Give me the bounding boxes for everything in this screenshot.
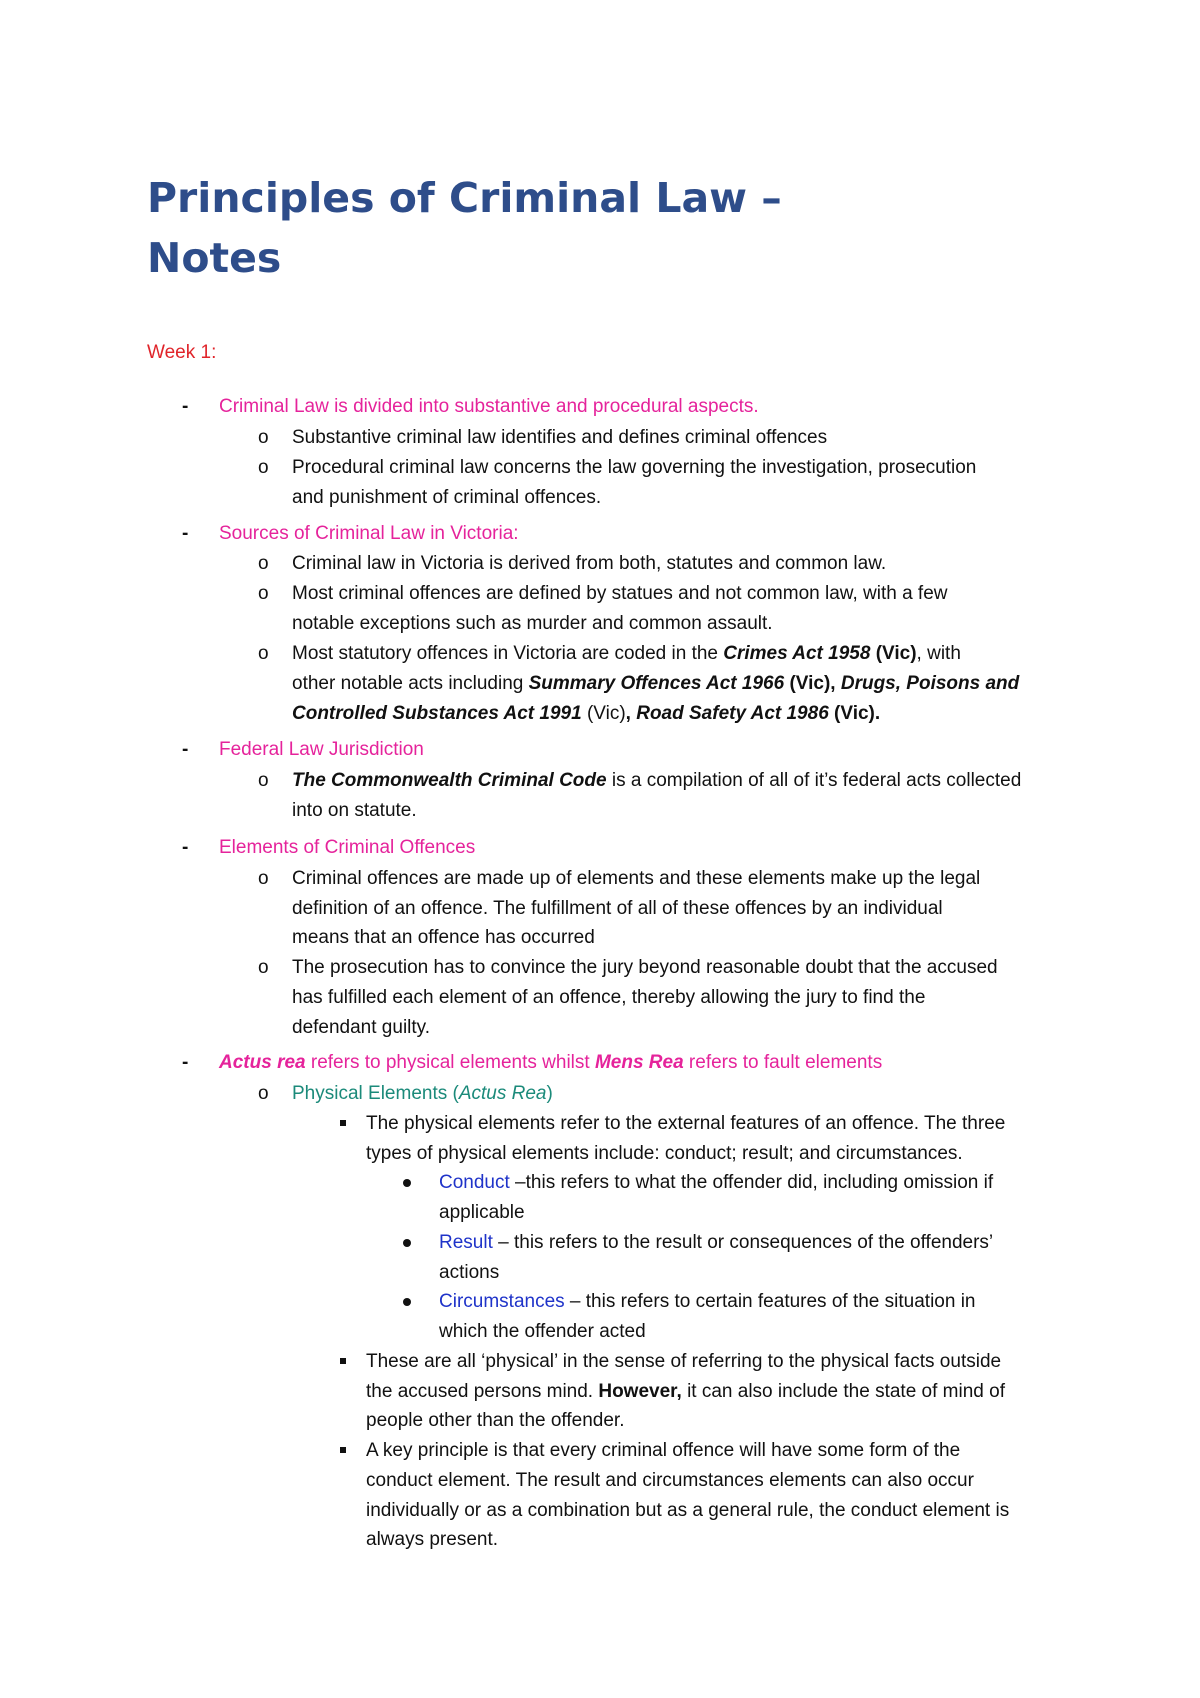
list-item: These are all ‘physical’ in the sense of referring to the physical facts outside (366, 1351, 1002, 1372)
jurisdiction: (Vic) (828, 703, 875, 724)
text-run: Most statutory offences in Victoria are coded in the (292, 643, 724, 664)
o-bullet: o (258, 583, 269, 604)
list-item-continued: has fulfilled each element of an offence, thereby allowing the jury to find the (292, 987, 926, 1008)
title-line-2: Notes (147, 234, 282, 282)
section-heading-actus-mens (219, 1048, 882, 1078)
section-heading-elements: Elements of Criminal Offences (219, 837, 476, 858)
text-run: , with (916, 643, 961, 664)
text-run: refers to fault elements (683, 1052, 883, 1073)
square-bullet-icon (340, 1120, 346, 1126)
list-item (439, 1228, 993, 1258)
term-actus-rea: Actus rea (219, 1052, 306, 1073)
section-heading-sources: Sources of Criminal Law in Victoria: (219, 523, 519, 544)
o-bullet: o (258, 957, 269, 978)
dash-bullet: - (182, 837, 189, 858)
list-item-continued: actions (439, 1262, 500, 1283)
list-item: Criminal law in Victoria is derived from both, statutes and common law. (292, 553, 887, 574)
list-item-continued: applicable (439, 1202, 525, 1223)
dash-bullet: - (182, 396, 189, 417)
text-run: – this refers to the result or consequences of the offenders’ (492, 1232, 994, 1253)
act-name: Crimes Act 1958 (723, 643, 871, 664)
jurisdiction: (Vic) (870, 643, 917, 664)
section-heading-substantive-procedural: Criminal Law is divided into substantive and procedural aspects. (219, 396, 759, 417)
o-bullet: o (258, 868, 269, 889)
text-run: , (830, 673, 841, 694)
dash-bullet: - (182, 523, 189, 544)
o-bullet: o (258, 457, 269, 478)
text-run: refers to physical elements whilst (305, 1052, 595, 1073)
list-item-continued: and punishment of criminal offences. (292, 487, 602, 508)
list-item-continued: definition of an offence. The fulfillment of all of these offences by an individual (292, 898, 943, 919)
list-item-continued (366, 1377, 1005, 1407)
act-name: Road Safety Act 1986 (636, 703, 829, 724)
dash-bullet: - (182, 739, 189, 760)
act-name: Summary Offences Act 1966 (528, 673, 785, 694)
list-item-continued (292, 699, 880, 729)
round-bullet-icon (403, 1239, 411, 1247)
list-item-continued: means that an offence has occurred (292, 927, 595, 948)
act-name: Controlled Substances Act 1991 (292, 703, 582, 724)
o-bullet: o (258, 1083, 269, 1104)
list-item: Criminal offences are made up of elements and these elements make up the legal (292, 868, 981, 889)
section-heading-federal: Federal Law Jurisdiction (219, 739, 424, 760)
list-item: The physical elements refer to the external features of an offence. The three (366, 1113, 1006, 1134)
list-item (439, 1287, 976, 1317)
week-heading: Week 1: (147, 342, 217, 363)
list-item-continued: always present. (366, 1529, 499, 1550)
o-bullet: o (258, 553, 269, 574)
list-item (292, 766, 1021, 796)
jurisdiction: (Vic) (784, 673, 831, 694)
list-item-continued: notable exceptions such as murder and common assault. (292, 613, 773, 634)
list-item (292, 639, 961, 669)
text-run: other notable acts including (292, 673, 529, 694)
round-bullet-icon (403, 1298, 411, 1306)
text-run: ) (546, 1083, 553, 1104)
list-item-continued: which the offender acted (439, 1321, 646, 1342)
round-bullet-icon (403, 1179, 411, 1187)
list-item-continued: into on statute. (292, 800, 417, 821)
text-run: the accused persons mind. (366, 1381, 599, 1402)
list-item (439, 1168, 993, 1198)
o-bullet: o (258, 643, 269, 664)
jurisdiction: (Vic) (581, 703, 626, 724)
list-item-continued: people other than the offender. (366, 1410, 625, 1431)
term-result: Result (439, 1232, 493, 1253)
term-conduct: Conduct (439, 1172, 510, 1193)
title-line-1: Principles of Criminal Law – (147, 174, 782, 222)
text-run: –this refers to what the offender did, including omission if (509, 1172, 994, 1193)
square-bullet-icon (340, 1447, 346, 1453)
page-title (147, 168, 1047, 288)
list-item-continued (292, 669, 1019, 699)
list-item: A key principle is that every criminal offence will have some form of the (366, 1440, 961, 1461)
list-item: Most criminal offences are defined by statues and not common law, with a few (292, 583, 948, 604)
square-bullet-icon (340, 1358, 346, 1364)
text-run: is a compilation of all of it’s federal acts collected (606, 770, 1022, 791)
act-name: Drugs, Poisons and (840, 673, 1020, 694)
list-item-continued: types of physical elements include: conduct; result; and circumstances. (366, 1143, 963, 1164)
text-run: , (625, 703, 637, 724)
list-item-continued: individually or as a combination but as a general rule, the conduct element is (366, 1500, 1010, 1521)
text-run: . (874, 703, 881, 724)
dash-bullet: - (182, 1052, 189, 1073)
list-item: Substantive criminal law identifies and defines criminal offences (292, 427, 828, 448)
o-bullet: o (258, 770, 269, 791)
text-run: – this refers to certain features of the situation in (564, 1291, 976, 1312)
list-item-continued: defendant guilty. (292, 1017, 431, 1038)
list-item: The prosecution has to convince the jury beyond reasonable doubt that the accused (292, 957, 998, 978)
list-item: Procedural criminal law concerns the law governing the investigation, prosecution (292, 457, 977, 478)
term-circumstances: Circumstances (439, 1291, 565, 1312)
emphasis-however: However, (598, 1381, 682, 1402)
o-bullet: o (258, 427, 269, 448)
list-item-continued: conduct element. The result and circumstances elements can also occur (366, 1470, 974, 1491)
text-run: Physical Elements ( (292, 1083, 459, 1104)
term-mens-rea: Mens Rea (594, 1052, 684, 1073)
subheading-physical-elements (292, 1079, 553, 1109)
act-name: The Commonwealth Criminal Code (292, 770, 607, 791)
text-run: it can also include the state of mind of (681, 1381, 1005, 1402)
term-actus-rea: Actus Rea (458, 1083, 547, 1104)
